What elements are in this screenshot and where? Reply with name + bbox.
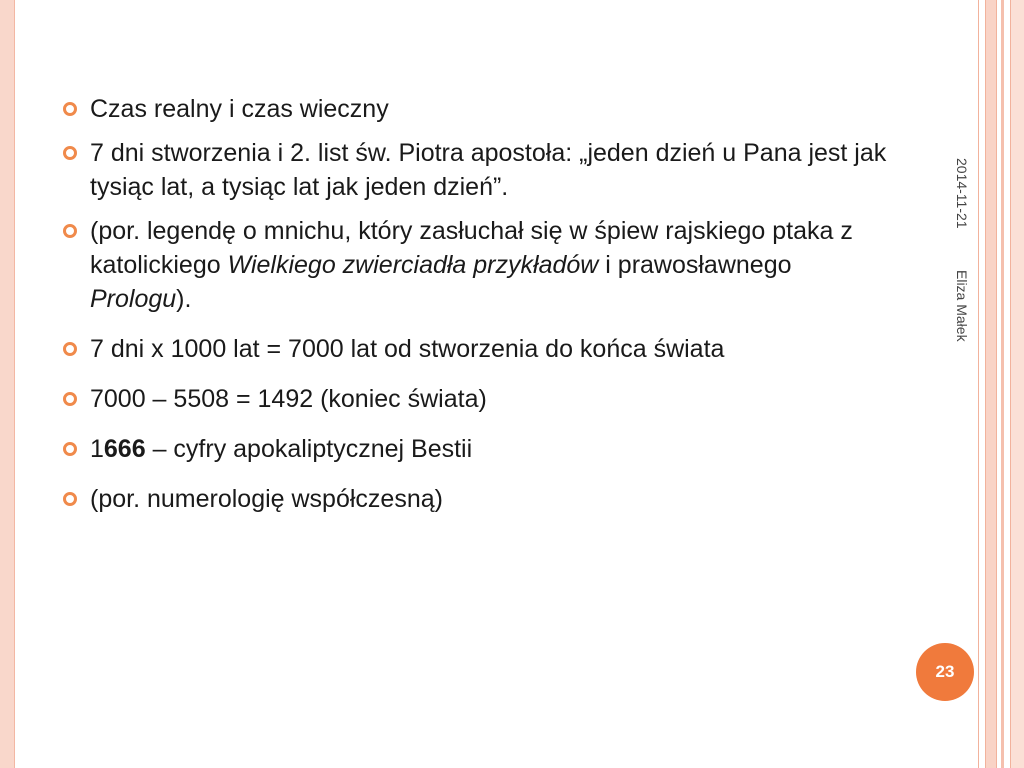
circle-bullet-icon (63, 102, 77, 116)
bullet-text: 1 (90, 435, 104, 463)
list-item (60, 432, 890, 466)
list-item (60, 382, 890, 416)
bullet-text: (por. numerologię współczesną) (90, 485, 443, 513)
slide-author: Eliza Małek (954, 270, 970, 342)
list-item (60, 214, 890, 316)
list-item (60, 136, 890, 204)
bullet-text: 7 dni stworzenia i 2. list św. Piotra apostoła: „jeden dzień u Pana jest jak tysiąc lat, a tysiąc lat jak jeden dzień”. (90, 139, 887, 201)
book-title: Wielkiego zwierciadła przykładów (227, 251, 599, 279)
right-stripe-decoration (978, 0, 979, 768)
right-stripe-decoration (1001, 0, 1004, 768)
slide-date: 2014-11-21 (954, 158, 970, 229)
bullet-emphasis: 666 (103, 435, 146, 463)
circle-bullet-icon (63, 442, 77, 456)
bullet-text: (por. legendę o mnichu, który zasłuchał się w śpiew rajskiego ptaka z katolickiego (90, 217, 853, 279)
bullet-list (60, 92, 890, 526)
list-item (60, 92, 890, 126)
circle-bullet-icon (63, 342, 77, 356)
right-stripe-decoration (1010, 0, 1024, 768)
left-border-decoration (0, 0, 15, 768)
bullet-text: ). (176, 285, 192, 313)
bullet-text: i prawosławnego (598, 251, 792, 279)
circle-bullet-icon (63, 392, 77, 406)
bullet-text: Czas realny i czas wieczny (90, 95, 389, 123)
list-item (60, 332, 890, 366)
page-number-badge: 23 (916, 643, 974, 701)
bullet-text: 7 dni x 1000 lat = 7000 lat od stworzenia do końca świata (90, 335, 725, 363)
list-item (60, 482, 890, 516)
circle-bullet-icon (63, 492, 77, 506)
right-stripe-decoration (985, 0, 997, 768)
circle-bullet-icon (63, 146, 77, 160)
bullet-text: 7000 – 5508 = 1492 (koniec świata) (90, 385, 487, 413)
circle-bullet-icon (63, 224, 77, 238)
bullet-text: – cyfry apokaliptycznej Bestii (145, 435, 473, 463)
book-title: Prologu (90, 285, 177, 313)
